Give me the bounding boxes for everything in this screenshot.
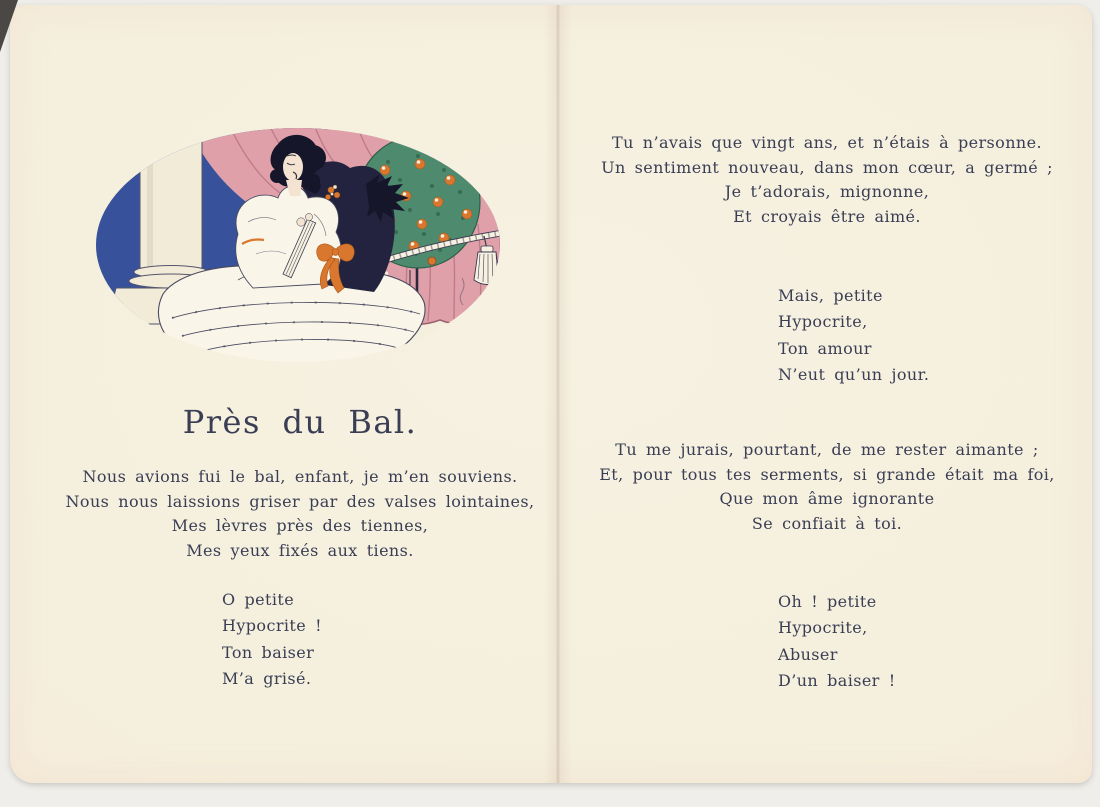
- poem-line: Hypocrite !: [222, 616, 322, 636]
- poem-line: Tu n’avais que vingt ans, et n’étais à personne.: [612, 133, 1042, 152]
- woman-face: [283, 153, 303, 181]
- poem-line: Mais, petite: [778, 286, 883, 305]
- hand: [297, 218, 305, 226]
- poem-line: Hypocrite,: [778, 312, 868, 332]
- poem-line: Un sentiment nouveau, dans mon cœur, a germé ;: [601, 157, 1053, 177]
- poem-line: Et, pour tous tes serments, si grande était ma foi,: [599, 464, 1055, 484]
- poem-line: N’eut qu’un jour.: [778, 365, 930, 385]
- rope-bead: [428, 257, 436, 265]
- poem-line: Mes lèvres près des tiennes,: [171, 516, 429, 536]
- center-fold: [544, 5, 572, 783]
- poem-line: Hypocrite,: [778, 618, 868, 638]
- poem-line: Que mon âme ignorante: [719, 489, 935, 509]
- poem-line: Mes yeux fixés aux tiens.: [186, 540, 414, 560]
- poem-line: Ton amour: [778, 338, 872, 358]
- poem-line: Nous nous laissions griser par des valses lointaines,: [65, 491, 535, 511]
- poem-line: Je t’adorais, mignonne,: [724, 182, 930, 202]
- poem-line: Nous avions fui le bal, enfant, je m’en souviens.: [82, 467, 518, 486]
- stanza: [30, 465, 570, 563]
- stanza: [557, 131, 1097, 229]
- stanza: [222, 587, 322, 693]
- oval-illustration: [88, 122, 508, 368]
- poem-line: O petite: [222, 590, 295, 609]
- poem-title: Près du Bal.: [182, 403, 418, 441]
- book-spread: [10, 5, 1092, 783]
- stanza: [778, 283, 929, 389]
- poem-line: Et croyais être aimé.: [733, 206, 921, 226]
- poem-line: Tu me jurais, pourtant, de me rester aimante ;: [615, 440, 1039, 459]
- stanza: [778, 589, 896, 695]
- poem-line: D’un baiser !: [778, 671, 896, 691]
- poem-line: Oh ! petite: [778, 592, 877, 611]
- poem-line: Se confiait à toi.: [751, 513, 903, 533]
- poem-line: M’a grisé.: [222, 669, 312, 689]
- stanza: [557, 438, 1097, 536]
- poem-line: Ton baiser: [222, 642, 315, 662]
- poem-line: Abuser: [778, 644, 838, 664]
- hand: [305, 213, 312, 220]
